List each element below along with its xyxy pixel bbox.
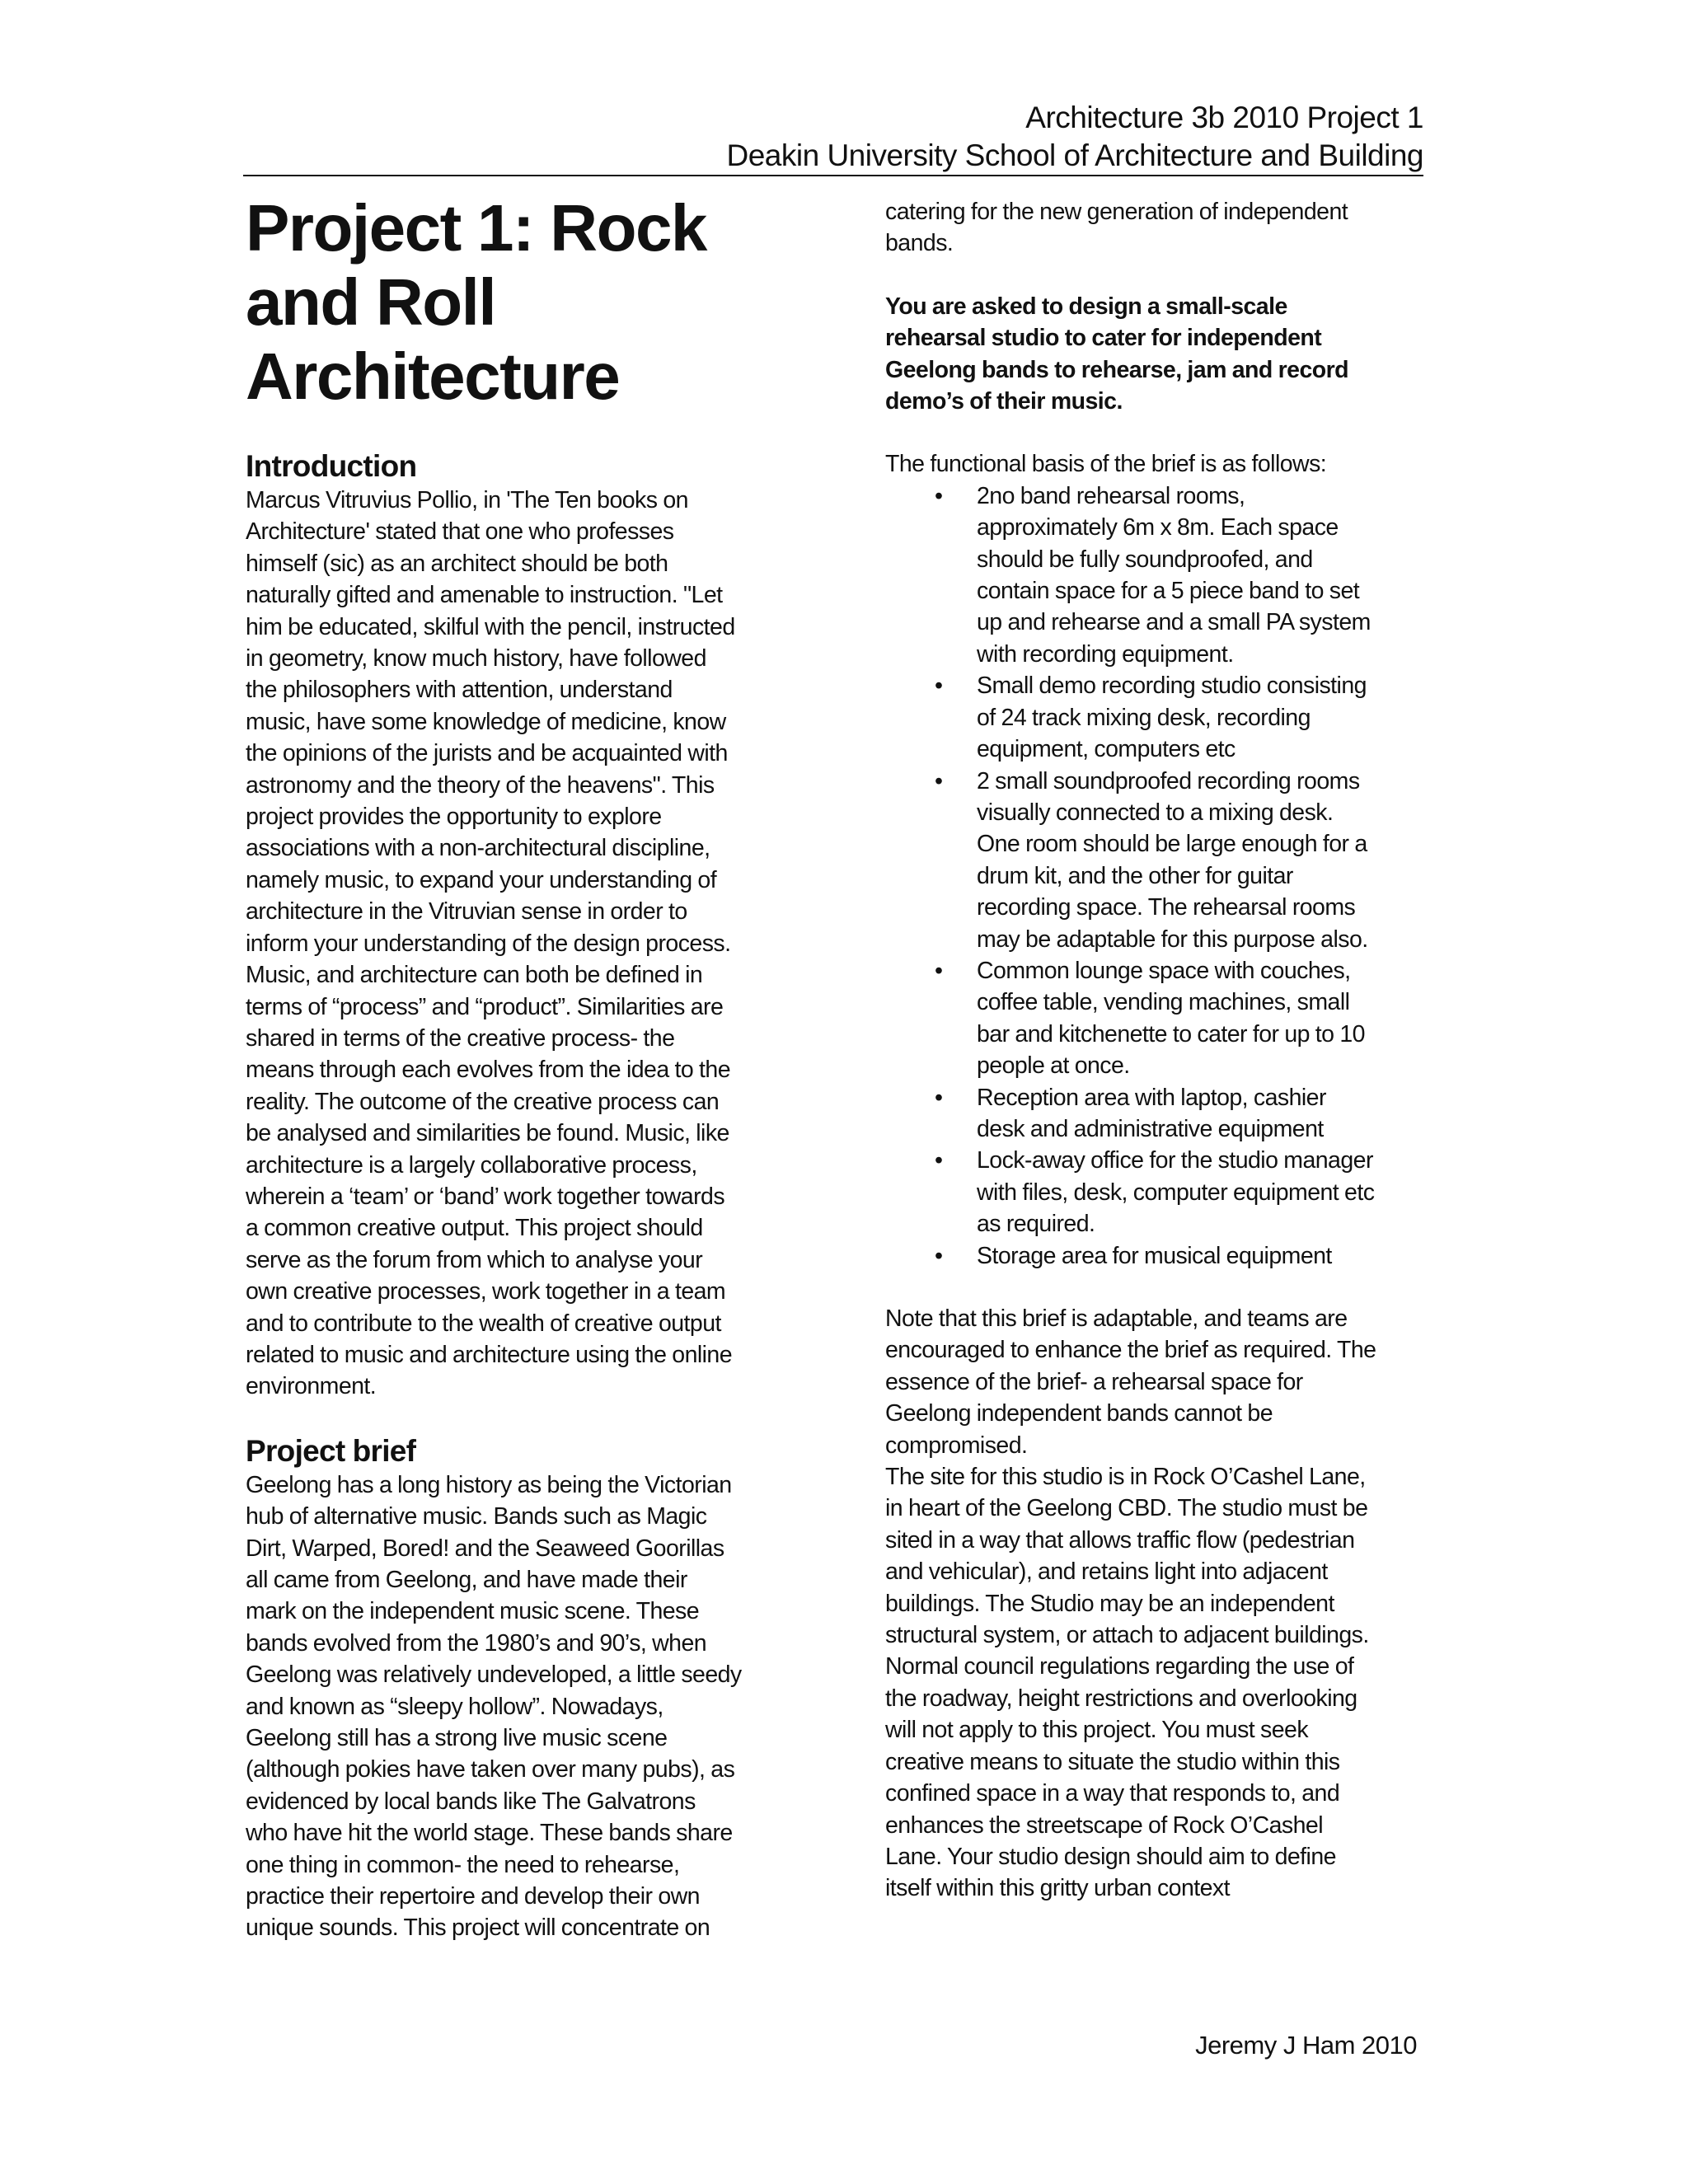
- site-line: The site for this studio is in Rock O’Cashel Lane,: [885, 1464, 1366, 1491]
- introduction-line: own creative processes, work together in a team: [246, 1278, 726, 1305]
- requirement-item: [885, 480, 1413, 670]
- page-title: [246, 191, 757, 414]
- site-line: and vehicular), and retains light into adjacent: [885, 1558, 1328, 1586]
- introduction-line: environment.: [246, 1373, 377, 1400]
- introduction-line: reality. The outcome of the creative process can: [246, 1088, 720, 1115]
- requirement-line: with files, desk, computer equipment etc: [977, 1179, 1375, 1206]
- introduction-line: be analysed and similarities be found. Music, like: [246, 1120, 729, 1147]
- header-course-line: Architecture 3b 2010 Project 1: [1025, 101, 1423, 134]
- project-brief-line: and known as “sleepy hollow”. Nowadays,: [246, 1693, 663, 1720]
- note-line: encouraged to enhance the brief as required. The: [885, 1337, 1376, 1364]
- note-line: essence of the brief- a rehearsal space for: [885, 1368, 1303, 1395]
- brief-continuation: [885, 196, 1413, 260]
- site-line: Lane. Your studio design should aim to define: [885, 1843, 1336, 1870]
- requirement-line: One room should be large enough for a: [977, 831, 1367, 858]
- introduction-line: serve as the forum from which to analyse your: [246, 1246, 703, 1273]
- requirement-line: bar and kitchenette to cater for up to 10: [977, 1020, 1365, 1047]
- introduction-line: Music, and architecture can both be defined in: [246, 962, 703, 989]
- bullet-marker: •: [935, 767, 943, 794]
- introduction-paragraph: [246, 485, 757, 1403]
- bullet-marker: •: [935, 957, 943, 984]
- project-brief-line: Geelong has a long history as being the Victorian: [246, 1471, 732, 1498]
- requirement-item: [885, 1145, 1413, 1240]
- title-line: Architecture: [246, 340, 620, 413]
- project-brief-line: all came from Geelong, and have made their: [246, 1567, 687, 1593]
- introduction-line: wherein a ‘team’ or ‘band’ work together towards: [246, 1183, 725, 1210]
- site-paragraph: [885, 1461, 1413, 1905]
- project-brief-line: one thing in common- the need to rehearse,: [246, 1851, 680, 1878]
- site-line: Normal council regulations regarding the use of: [885, 1653, 1354, 1680]
- requirement-line: desk and administrative equipment: [977, 1115, 1324, 1142]
- title-line: and Roll: [246, 265, 496, 339]
- introduction-line: Marcus Vitruvius Pollio, in 'The Ten books on: [246, 487, 688, 513]
- site-line: creative means to situate the studio within this: [885, 1748, 1340, 1775]
- requirement-line: people at once.: [977, 1052, 1130, 1080]
- left-column: [246, 191, 757, 1944]
- requirement-line: visually connected to a mixing desk.: [977, 799, 1334, 826]
- introduction-line: the philosophers with attention, understand: [246, 677, 673, 704]
- requirement-line: coffee table, vending machines, small: [977, 989, 1350, 1016]
- page-footer-author: Jeremy J Ham 2010: [1195, 2031, 1417, 2060]
- task-line: demo’s of their music.: [885, 388, 1123, 415]
- requirement-line: of 24 track mixing desk, recording: [977, 704, 1311, 731]
- introduction-line: himself (sic) as an architect should be both: [246, 550, 668, 577]
- introduction-line: related to music and architecture using the online: [246, 1341, 733, 1368]
- header-school-line: Deakin University School of Architecture and Building: [726, 138, 1423, 172]
- requirements-list: [885, 480, 1413, 1272]
- project-brief-line: practice their repertoire and develop their own: [246, 1883, 700, 1910]
- introduction-heading: Introduction: [246, 449, 417, 483]
- requirement-line: approximately 6m x 8m. Each space: [977, 514, 1339, 541]
- note-line: Note that this brief is adaptable, and teams are: [885, 1305, 1348, 1332]
- bullet-marker: •: [935, 1084, 943, 1111]
- requirement-line: recording space. The rehearsal rooms: [977, 894, 1356, 921]
- requirement-line: up and rehearse and a small PA system: [977, 609, 1371, 636]
- requirement-item: [885, 670, 1413, 765]
- requirement-line: drum kit, and the other for guitar: [977, 862, 1293, 889]
- introduction-line: naturally gifted and amenable to instruction. "Let: [246, 582, 723, 609]
- requirement-line: should be fully soundproofed, and: [977, 546, 1313, 573]
- project-brief-heading: Project brief: [246, 1433, 416, 1468]
- site-line: enhances the streetscape of Rock O’Cashel: [885, 1811, 1324, 1839]
- bullet-marker: •: [935, 1147, 943, 1174]
- right-column: [885, 196, 1413, 1905]
- requirement-item: [885, 1082, 1413, 1146]
- requirement-line: Reception area with laptop, cashier: [977, 1084, 1326, 1111]
- requirement-line: as required.: [977, 1211, 1095, 1238]
- continuation-line: catering for the new generation of independent: [885, 199, 1348, 225]
- introduction-line: astronomy and the theory of the heavens". This: [246, 771, 715, 799]
- introduction-line: architecture is a largely collaborative process,: [246, 1151, 697, 1179]
- bullet-marker: •: [935, 673, 943, 700]
- task-line: rehearsal studio to cater for independent: [885, 325, 1322, 352]
- site-line: sited in a way that allows traffic flow (pedestrian: [885, 1526, 1355, 1554]
- introduction-line: namely music, to expand your understanding of: [246, 866, 717, 893]
- requirement-item: [885, 766, 1413, 955]
- introduction-line: in geometry, know much history, have followed: [246, 645, 706, 673]
- site-line: structural system, or attach to adjacent buildings.: [885, 1622, 1369, 1649]
- introduction-line: shared in terms of the creative process- the: [246, 1024, 675, 1052]
- functional-basis-intro: The functional basis of the brief is as follows:: [885, 451, 1327, 478]
- requirement-line: 2 small soundproofed recording rooms: [977, 767, 1360, 794]
- title-line: Project 1: Rock: [246, 191, 706, 265]
- introduction-line: associations with a non-architectural discipline,: [246, 835, 710, 862]
- project-brief-line: Geelong was relatively undeveloped, a little seedy: [246, 1661, 742, 1689]
- task-statement: [885, 291, 1413, 418]
- project-brief-line: bands evolved from the 1980’s and 90’s, when: [246, 1629, 707, 1657]
- introduction-line: him be educated, skilful with the pencil, instructed: [246, 613, 735, 640]
- introduction-line: means through each evolves from the idea to the: [246, 1057, 731, 1084]
- site-line: the roadway, height restrictions and overlooking: [885, 1685, 1357, 1712]
- project-brief-line: hub of alternative music. Bands such as Magic: [246, 1503, 707, 1530]
- note-line: Geelong independent bands cannot be: [885, 1400, 1273, 1427]
- continuation-line: bands.: [885, 230, 954, 257]
- introduction-line: inform your understanding of the design process.: [246, 930, 731, 957]
- note-line: compromised.: [885, 1432, 1028, 1459]
- introduction-line: music, have some knowledge of medicine, know: [246, 708, 726, 735]
- requirement-line: contain space for a 5 piece band to set: [977, 578, 1360, 605]
- requirement-line: 2no band rehearsal rooms,: [977, 482, 1245, 509]
- task-line: Geelong bands to rehearse, jam and record: [885, 356, 1349, 383]
- project-brief-line: who have hit the world stage. These bands share: [246, 1820, 733, 1847]
- introduction-line: and to contribute to the wealth of creative output: [246, 1310, 721, 1337]
- requirement-line: with recording equipment.: [977, 640, 1234, 668]
- requirement-line: Storage area for musical equipment: [977, 1242, 1332, 1269]
- site-line: will not apply to this project. You must seek: [885, 1717, 1309, 1744]
- project-brief-line: (although pokies have taken over many pubs), as: [246, 1756, 735, 1783]
- project-brief-line: mark on the independent music scene. These: [246, 1598, 700, 1625]
- project-brief-paragraph: [246, 1469, 757, 1944]
- requirement-line: Small demo recording studio consisting: [977, 673, 1367, 700]
- site-line: itself within this gritty urban context: [885, 1875, 1230, 1902]
- requirement-line: Lock-away office for the studio manager: [977, 1147, 1373, 1174]
- introduction-line: terms of “process” and “product”. Similarities are: [246, 993, 724, 1020]
- introduction-line: a common creative output. This project should: [246, 1215, 703, 1242]
- header-divider: [243, 175, 1423, 176]
- project-brief-line: unique sounds. This project will concentrate on: [246, 1915, 710, 1942]
- project-brief-line: Dirt, Warped, Bored! and the Seaweed Goorillas: [246, 1535, 724, 1562]
- site-line: in heart of the Geelong CBD. The studio must be: [885, 1495, 1368, 1522]
- task-line: You are asked to design a small-scale: [885, 293, 1287, 320]
- site-line: confined space in a way that responds to, and: [885, 1780, 1340, 1807]
- requirement-item: [885, 1240, 1413, 1272]
- requirement-item: [885, 955, 1413, 1082]
- introduction-line: the opinions of the jurists and be acquainted with: [246, 740, 728, 767]
- introduction-line: project provides the opportunity to explore: [246, 804, 662, 831]
- requirement-line: equipment, computers etc: [977, 736, 1236, 763]
- requirement-line: Common lounge space with couches,: [977, 957, 1351, 984]
- bullet-marker: •: [935, 1242, 943, 1269]
- site-line: buildings. The Studio may be an independent: [885, 1590, 1334, 1617]
- running-header: [726, 99, 1423, 175]
- bullet-marker: •: [935, 482, 943, 509]
- project-brief-line: evidenced by local bands like The Galvatrons: [246, 1788, 696, 1815]
- requirement-line: may be adaptable for this purpose also.: [977, 926, 1368, 953]
- introduction-line: architecture in the Vitruvian sense in order to: [246, 898, 687, 926]
- project-brief-line: Geelong still has a strong live music scene: [246, 1725, 668, 1752]
- note-paragraph: [885, 1303, 1413, 1461]
- introduction-line: Architecture' stated that one who professes: [246, 518, 674, 546]
